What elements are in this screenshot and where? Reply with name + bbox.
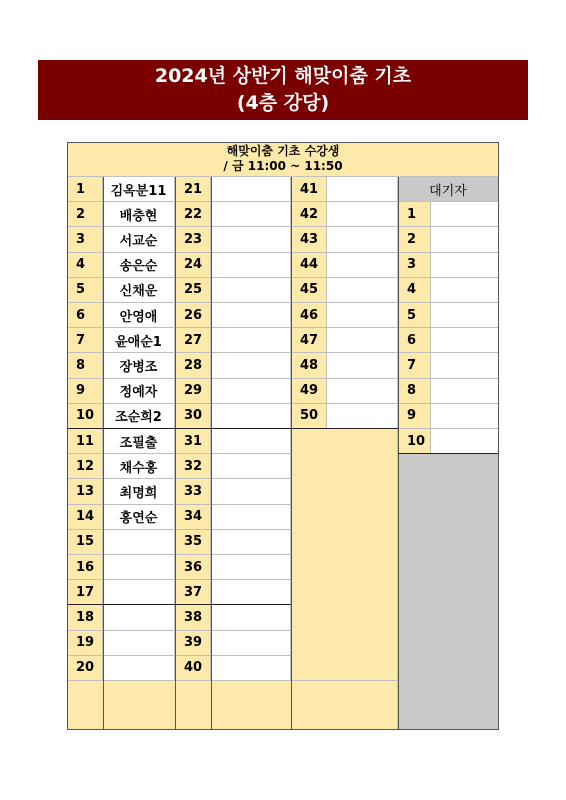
student-name (327, 278, 398, 303)
waitlist-name (431, 227, 499, 252)
student-name (211, 177, 291, 202)
seat-number: 37 (175, 580, 211, 605)
student-name (211, 454, 291, 479)
student-name (327, 227, 398, 252)
waitlist-name (431, 202, 499, 227)
student-name (211, 631, 291, 656)
student-name (103, 555, 175, 580)
roster-header-schedule: / 금 11:00 ~ 11:50 (223, 159, 343, 173)
seat-number: 12 (67, 454, 103, 479)
seat-number: 11 (67, 429, 103, 454)
seat-number: 20 (67, 656, 103, 681)
seat-number: 14 (67, 505, 103, 530)
seat-number: 13 (67, 479, 103, 504)
waitlist-name (431, 278, 499, 303)
student-name: 배충현 (103, 202, 175, 227)
student-name (103, 656, 175, 681)
seat-number: 36 (175, 555, 211, 580)
waitlist-number: 5 (398, 303, 431, 328)
waitlist-number: 1 (398, 202, 431, 227)
waitlist-name (431, 303, 499, 328)
waitlist-name (431, 353, 499, 378)
student-name (103, 580, 175, 605)
student-name (211, 530, 291, 555)
seat-number: 43 (291, 227, 327, 252)
seat-number: 10 (67, 404, 103, 429)
student-name (211, 202, 291, 227)
student-name (211, 429, 291, 454)
waitlist-filler (398, 454, 499, 730)
seat-number: 5 (67, 278, 103, 303)
student-name: 채수홍 (103, 454, 175, 479)
student-name: 송은순 (103, 253, 175, 278)
waitlist-number: 3 (398, 253, 431, 278)
waitlist-name (431, 429, 499, 454)
student-name: 신채운 (103, 278, 175, 303)
student-name (327, 303, 398, 328)
seat-number: 27 (175, 328, 211, 353)
seat-number: 26 (175, 303, 211, 328)
student-name (211, 227, 291, 252)
seat-number: 4 (67, 253, 103, 278)
waitlist-number: 7 (398, 353, 431, 378)
student-name (211, 580, 291, 605)
student-name (327, 253, 398, 278)
student-name: 안영애 (103, 303, 175, 328)
student-name (103, 605, 175, 630)
seat-number: 28 (175, 353, 211, 378)
seat-number: 41 (291, 177, 327, 202)
student-name (327, 202, 398, 227)
seat-number: 33 (175, 479, 211, 504)
student-name (211, 278, 291, 303)
column-divider (211, 177, 212, 730)
seat-number: 9 (67, 379, 103, 404)
column-divider (291, 177, 292, 730)
title-line-1: 2024년 상반기 해맞이춤 기초 (154, 65, 412, 87)
student-name (211, 605, 291, 630)
student-name: 정예자 (103, 379, 175, 404)
waitlist-number: 6 (398, 328, 431, 353)
student-name (211, 303, 291, 328)
seat-number: 32 (175, 454, 211, 479)
student-name (211, 379, 291, 404)
seat-number: 31 (175, 429, 211, 454)
student-name (327, 404, 398, 429)
student-name (211, 505, 291, 530)
student-name (327, 328, 398, 353)
seat-number: 40 (175, 656, 211, 681)
footer-strip (67, 681, 398, 730)
seat-number: 2 (67, 202, 103, 227)
title-line-2: (4층 강당) (236, 92, 330, 114)
seat-number: 25 (175, 278, 211, 303)
seat-number: 46 (291, 303, 327, 328)
roster-header (67, 142, 499, 177)
student-name: 서교순 (103, 227, 175, 252)
student-name (211, 479, 291, 504)
waitlist-name (431, 328, 499, 353)
seat-number: 16 (67, 555, 103, 580)
waitlist-number: 9 (398, 404, 431, 429)
seat-number: 8 (67, 353, 103, 378)
group-divider (67, 428, 398, 429)
roster-sheet (67, 142, 499, 730)
seat-number: 29 (175, 379, 211, 404)
seat-number: 30 (175, 404, 211, 429)
student-name (103, 530, 175, 555)
student-name (211, 328, 291, 353)
waitlist-number: 8 (398, 379, 431, 404)
waitlist-number: 4 (398, 278, 431, 303)
seat-number: 49 (291, 379, 327, 404)
seat-number: 1 (67, 177, 103, 202)
group-divider (398, 453, 499, 454)
student-name (211, 404, 291, 429)
student-name: 윤애순1 (103, 328, 175, 353)
seat-number: 6 (67, 303, 103, 328)
seat-number: 19 (67, 631, 103, 656)
empty-area (291, 429, 398, 681)
student-name (211, 555, 291, 580)
roster-header-title: 해맞이춤 기초 수강생 (226, 144, 340, 158)
seat-number: 18 (67, 605, 103, 630)
waitlist-number: 2 (398, 227, 431, 252)
seat-number: 38 (175, 605, 211, 630)
waitlist-number: 10 (398, 429, 431, 454)
student-name (103, 631, 175, 656)
seat-number: 44 (291, 253, 327, 278)
waitlist-title: 대기자 (398, 177, 499, 202)
student-name: 홍연순 (103, 505, 175, 530)
seat-number: 15 (67, 530, 103, 555)
seat-number: 48 (291, 353, 327, 378)
student-name: 장병조 (103, 353, 175, 378)
student-name: 조순희2 (103, 404, 175, 429)
title-banner (38, 60, 528, 120)
seat-number: 7 (67, 328, 103, 353)
waitlist-name (431, 379, 499, 404)
student-name (327, 379, 398, 404)
seat-number: 3 (67, 227, 103, 252)
student-name: 조필출 (103, 429, 175, 454)
waitlist-name (431, 253, 499, 278)
seat-number: 23 (175, 227, 211, 252)
student-name (211, 253, 291, 278)
seat-number: 34 (175, 505, 211, 530)
student-name (211, 656, 291, 681)
student-name (211, 353, 291, 378)
seat-number: 17 (67, 580, 103, 605)
seat-number: 35 (175, 530, 211, 555)
student-name (327, 177, 398, 202)
seat-number: 24 (175, 253, 211, 278)
column-divider (103, 177, 104, 730)
seat-number: 39 (175, 631, 211, 656)
seat-number: 50 (291, 404, 327, 429)
student-name (327, 353, 398, 378)
seat-number: 42 (291, 202, 327, 227)
seat-number: 22 (175, 202, 211, 227)
column-divider (175, 177, 176, 730)
seat-number: 45 (291, 278, 327, 303)
seat-number: 21 (175, 177, 211, 202)
student-name: 김옥분11 (103, 177, 175, 202)
student-name: 최명희 (103, 479, 175, 504)
waitlist-name (431, 404, 499, 429)
seat-number: 47 (291, 328, 327, 353)
group-divider (67, 604, 291, 605)
